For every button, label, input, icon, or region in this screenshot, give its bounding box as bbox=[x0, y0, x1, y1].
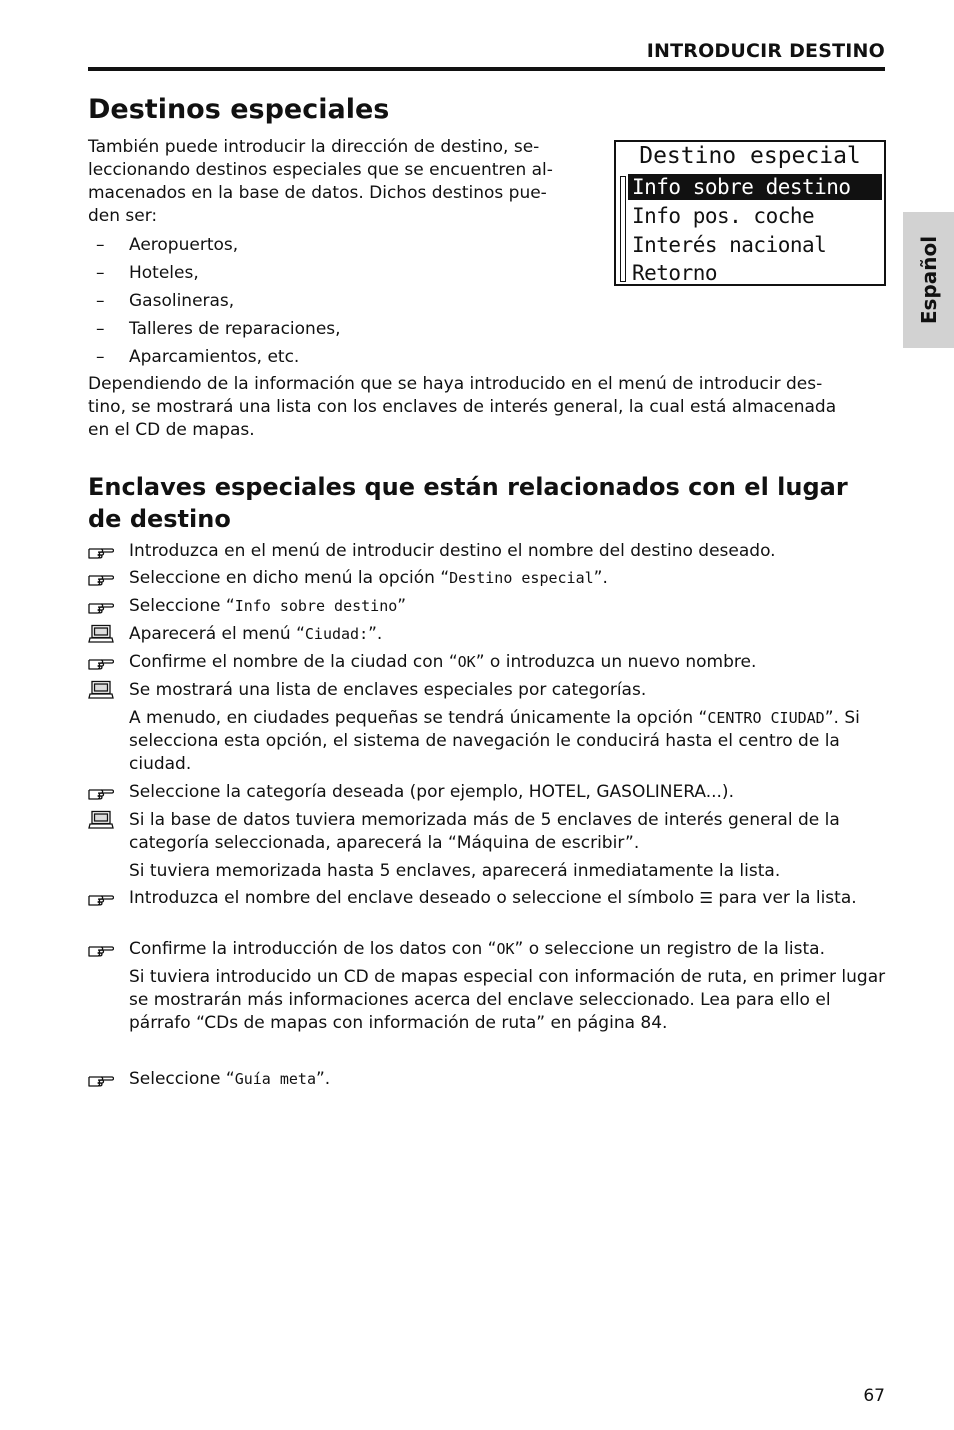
screen-term: OK bbox=[496, 940, 515, 958]
step-text bbox=[129, 781, 888, 804]
step-text-part: ” bbox=[397, 596, 407, 616]
instruction-step bbox=[88, 938, 888, 961]
language-tab-label: Español bbox=[916, 235, 941, 325]
instruction-step bbox=[88, 1068, 888, 1091]
hand-pointer-icon bbox=[88, 782, 114, 802]
hand-pointer-icon bbox=[88, 939, 114, 959]
step-text-part: ”. Si selecciona esta opción, el sistema de navegación le conducirá hasta el centro de la ciudad. bbox=[129, 708, 860, 774]
step-text bbox=[129, 651, 888, 674]
intro-line: macenados en la base de datos. Dichos destinos pue- bbox=[88, 183, 547, 203]
language-tab bbox=[903, 212, 954, 348]
intro-line: También puede introducir la dirección de destino, se- bbox=[88, 137, 540, 157]
step-text-part: Aparecerá el menú “ bbox=[129, 624, 305, 644]
intro-line: den ser: bbox=[88, 206, 158, 226]
instruction-step bbox=[88, 966, 888, 1035]
hand-pointer-icon bbox=[88, 888, 114, 908]
screen-term: CENTRO CIUDAD bbox=[707, 709, 825, 727]
screen-term: Ciudad: bbox=[304, 625, 369, 643]
hand-pointer-icon bbox=[88, 568, 114, 588]
screen-term: OK bbox=[457, 653, 476, 671]
instruction-step bbox=[88, 860, 888, 883]
device-screen-menu bbox=[614, 140, 886, 286]
screen-term: Destino especial bbox=[449, 569, 594, 587]
step-text bbox=[129, 679, 888, 702]
dash-bullet: – bbox=[96, 263, 105, 283]
screen-menu-item[interactable]: Info pos. coche bbox=[632, 204, 815, 228]
intro-paragraph bbox=[88, 136, 558, 228]
instruction-step bbox=[88, 651, 888, 674]
instruction-step bbox=[88, 679, 888, 702]
step-text-part: para ver la lista. bbox=[712, 888, 857, 908]
screen-term: Info sobre destino bbox=[234, 597, 398, 615]
step-text-part: Si tuviera memorizada hasta 5 enclaves, aparecerá inmediatamente la lista. bbox=[129, 861, 781, 881]
intro-line: leccionando destinos especiales que se encuentren al- bbox=[88, 160, 553, 180]
screen-icon bbox=[88, 810, 114, 830]
screen-icon bbox=[88, 680, 114, 700]
step-text-part: ”. bbox=[315, 1069, 331, 1089]
step-text-part: Seleccione la categoría deseada (por ejemplo, HOTEL, GASOLINERA...). bbox=[129, 782, 734, 802]
step-text-part: Confirme el nombre de la ciudad con “ bbox=[129, 652, 458, 672]
explanation-paragraph: Dependiendo de la información que se haya introducido en el menú de introducir des- tino, se mostrará una lista con los enclaves de interés general, la cual está almacenada en el CD de mapas. bbox=[88, 374, 837, 440]
hand-pointer-icon bbox=[88, 1069, 114, 1089]
header-rule bbox=[88, 67, 885, 71]
list-item: – Gasolineras, bbox=[88, 287, 341, 315]
screen-icon bbox=[88, 624, 114, 644]
page-number: 67 bbox=[863, 1386, 885, 1406]
dash-bullet: – bbox=[96, 319, 105, 339]
hand-pointer-icon bbox=[88, 596, 114, 616]
screen-menu-item[interactable]: Retorno bbox=[632, 261, 718, 285]
screen-term: Guía meta bbox=[234, 1070, 316, 1088]
step-text-part: Se mostrará una lista de enclaves especiales por categorías. bbox=[129, 680, 647, 700]
step-text-part: ”. bbox=[368, 624, 383, 644]
subsection-title: Enclaves especiales que están relacionados con el lugar de destino bbox=[88, 473, 848, 533]
hand-pointer-icon bbox=[88, 652, 114, 672]
step-text bbox=[129, 595, 888, 618]
step-text-part: ”. bbox=[593, 568, 608, 588]
step-text bbox=[129, 887, 888, 910]
screen-menu-title: Destino especial bbox=[639, 143, 861, 169]
instruction-step bbox=[88, 567, 888, 590]
step-text-part: Introduzca en el menú de introducir destino el nombre del destino deseado. bbox=[129, 541, 776, 561]
list-item: – Hoteles, bbox=[88, 259, 341, 287]
step-text-part: Seleccione “ bbox=[129, 596, 235, 616]
list-item: – Aeropuertos, bbox=[88, 231, 341, 259]
screen-menu-item[interactable]: Info sobre destino bbox=[628, 174, 882, 200]
instruction-step bbox=[88, 623, 888, 646]
step-text bbox=[129, 540, 888, 563]
step-text bbox=[129, 707, 888, 776]
hand-pointer-icon bbox=[88, 541, 114, 561]
step-text-part: ” o introduzca un nuevo nombre. bbox=[475, 652, 757, 672]
screen-scrollbar bbox=[620, 176, 626, 282]
section-title: Destinos especiales bbox=[88, 94, 390, 125]
step-text bbox=[129, 860, 888, 883]
step-text-part: Seleccione “ bbox=[129, 1069, 235, 1089]
instruction-step bbox=[88, 781, 888, 804]
step-text-part: Si tuviera introducido un CD de mapas especial con información de ruta, en primer lugar se mostrarán más informaciones acerca del enclave seleccionado. Lea para ello el párrafo “CDs de mapas con información de ruta” en página 84. bbox=[129, 967, 886, 1033]
instruction-step bbox=[88, 707, 888, 776]
dash-bullet: – bbox=[96, 291, 105, 311]
step-text-part: Si la base de datos tuviera memorizada más de 5 enclaves de interés general de la categoría seleccionada, aparecerá la “Máquina de escribir”. bbox=[129, 810, 840, 853]
dash-bullet: – bbox=[96, 235, 105, 255]
list-item: – Aparcamientos, etc. bbox=[88, 343, 341, 371]
step-text bbox=[129, 809, 888, 855]
step-text-part: Seleccione en dicho menú la opción “ bbox=[129, 568, 450, 588]
list-item: – Talleres de reparaciones, bbox=[88, 315, 341, 343]
destination-types-list bbox=[88, 231, 341, 371]
step-text bbox=[129, 1068, 888, 1091]
dash-bullet: – bbox=[96, 347, 105, 367]
step-text-part: A menudo, en ciudades pequeñas se tendrá únicamente la opción “ bbox=[129, 708, 708, 728]
step-text bbox=[129, 567, 888, 590]
step-text-part: Confirme la introducción de los datos con “ bbox=[129, 939, 497, 959]
screen-term: ☰ bbox=[699, 889, 713, 907]
step-text bbox=[129, 966, 888, 1035]
running-header: INTRODUCIR DESTINO bbox=[646, 40, 885, 62]
instruction-step bbox=[88, 887, 888, 910]
instruction-step bbox=[88, 540, 888, 563]
instruction-step bbox=[88, 595, 888, 618]
step-text-part: Introduzca el nombre del enclave deseado o seleccione el símbolo bbox=[129, 888, 700, 908]
step-text bbox=[129, 623, 888, 646]
instruction-step bbox=[88, 809, 888, 855]
step-text-part: ” o seleccione un registro de la lista. bbox=[514, 939, 825, 959]
screen-menu-item[interactable]: Interés nacional bbox=[632, 233, 827, 257]
step-text bbox=[129, 938, 888, 961]
